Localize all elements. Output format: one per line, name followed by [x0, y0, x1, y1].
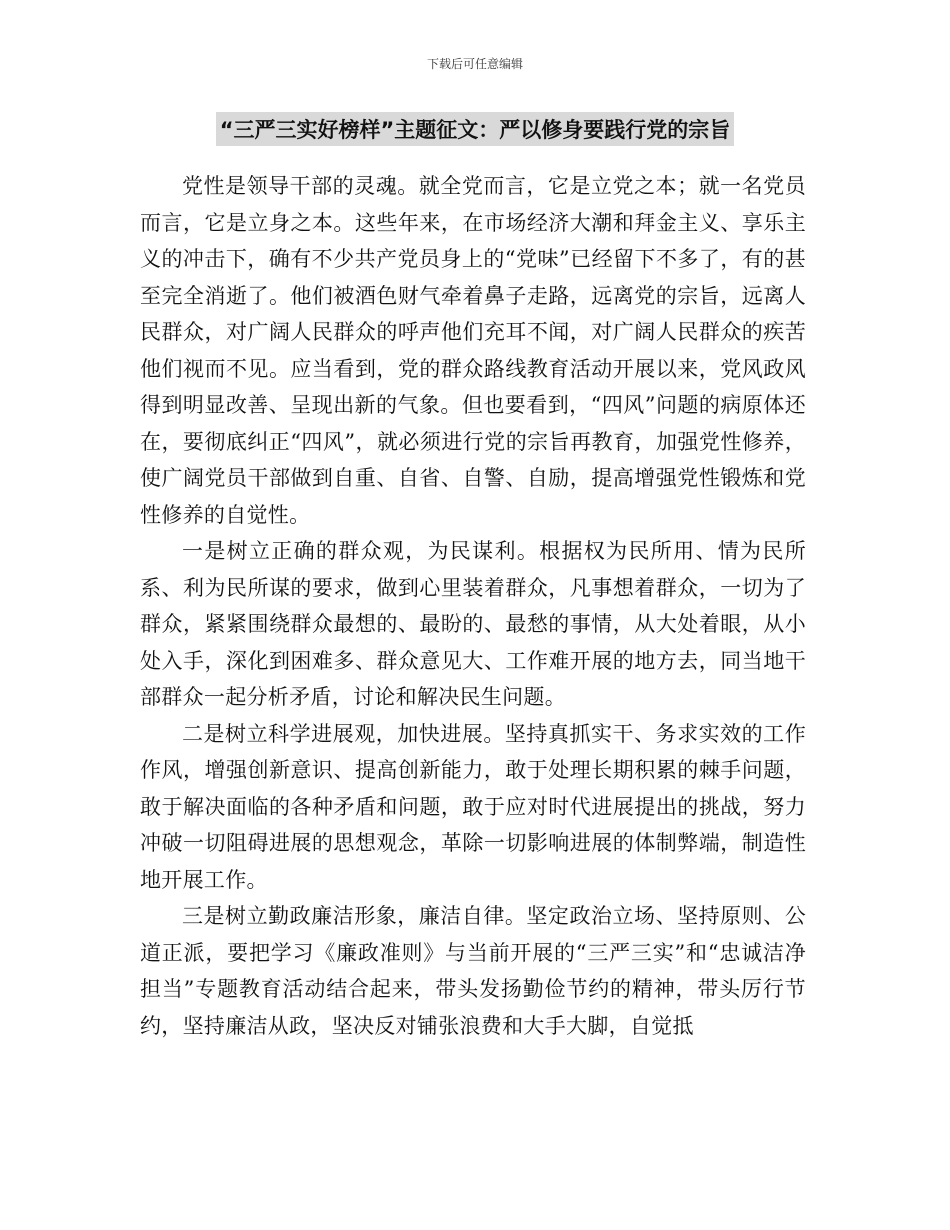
paragraph-point-one: 一是树立正确的群众观，为民谋利。根据权为民所用、情为民所系、利为民所谋的要求，做到心里装着群众，凡事想着群众，一切为了群众，紧紧围绕群众最想的、最盼的、最愁的事情，从大处着眼，从小处入手，深化到困难多、群众意见大、工作难开展的地方去，同当地干部群众一起分析矛盾，讨论和解决民生问题。	[140, 539, 806, 709]
paragraph-intro: 党性是领导干部的灵魂。就全党而言，它是立党之本；就一名党员而言，它是立身之本。这些年来，在市场经济大潮和拜金主义、享乐主义的冲击下，确有不少共产党员身上的“党味”已经留下不多了，有的甚至完全消逝了。他们被酒色财气牵着鼻子走路，远离党的宗旨，远离人民群众，对广阔人民群众的呼声他们充耳不闻，对广阔人民群众的疾苦他们视而不见。应当看到，党的群众路线教育活动开展以来，党风政风得到明显改善、呈现出新的气象。但也要看到，“四风”问题的病原体还在，要彻底纠正“四风”，就必须进行党的宗旨再教育，加强党性修养，使广阔党员干部做到自重、自省、自警、自励，提高增强党性锻炼和党性修养的自觉性。	[140, 174, 806, 527]
paragraph-point-two: 二是树立科学进展观，加快进展。坚持真抓实干、务求实效的工作作风，增强创新意识、提高创新能力，敢于处理长期积累的棘手问题，敢于解决面临的各种矛盾和问题，敢于应对时代进展提出的挑战，努力冲破一切阻碍进展的思想观念，革除一切影响进展的体制弊端，制造性地开展工作。	[140, 721, 806, 892]
document-body	[140, 168, 806, 1044]
title-container	[0, 112, 950, 146]
paragraph-point-three: 三是树立勤政廉洁形象，廉洁自律。坚定政治立场、坚持原则、公道正派，要把学习《廉政准则》与当前开展的“三严三实”和“忠诚洁净担当”专题教育活动结合起来，带头发扬勤俭节约的精神，带头厉行节约，坚持廉洁从政，坚决反对铺张浪费和大手大脚，自觉抵	[140, 904, 806, 1038]
header-note: 下载后可任意编辑	[426, 57, 523, 71]
document-title: “三严三实好榜样”主题征文：严以修身要践行党的宗旨	[216, 112, 735, 146]
